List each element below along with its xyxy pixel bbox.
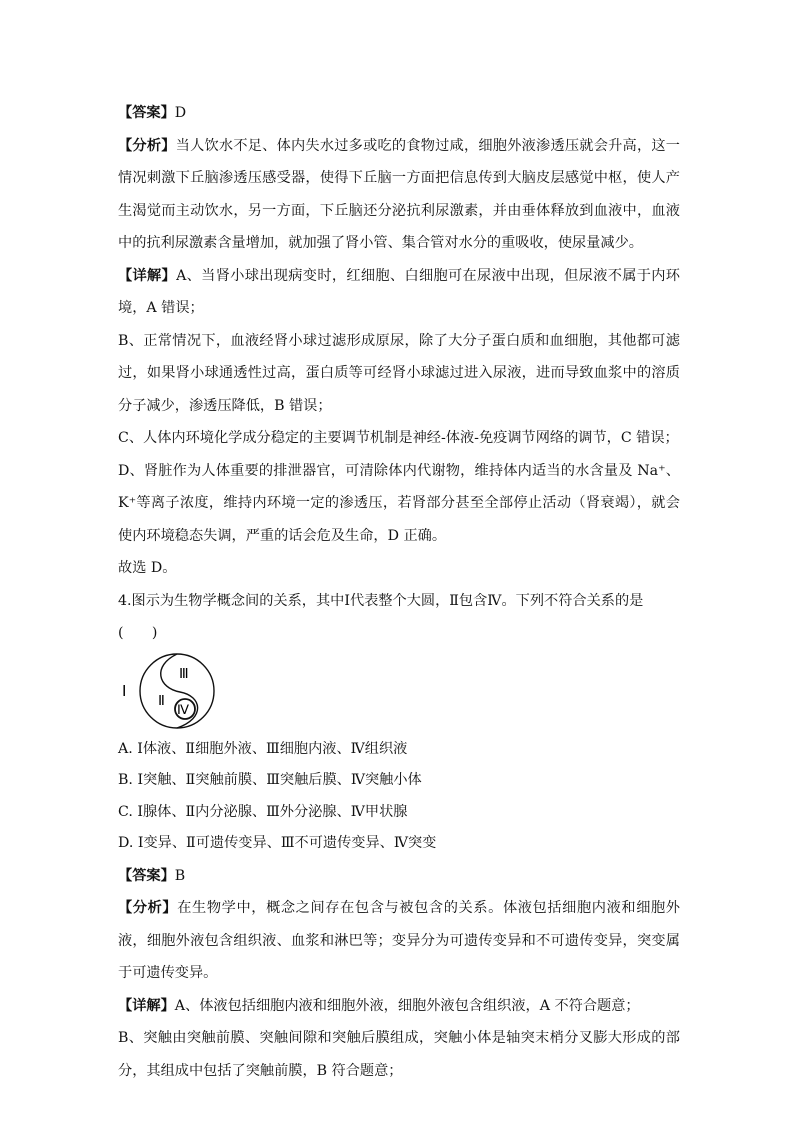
detail-text-a: A、当肾小球出现病变时，红细胞、白细胞可在尿液中出现，但尿液不属于内环境，A 错误； [118,267,680,316]
detail-tag-2: 【详解】 [118,997,175,1014]
analysis-text-2: 在生物学中，概念之间存在包含与被包含的关系。体液包括细胞内液和细胞外液，细胞外液包含组织液、血浆和淋巴等；变异分为可遗传变异和不可遗传变异，突变属于可遗传变异。 [118,900,680,981]
detail-tag: 【详解】 [118,267,177,284]
detail-paragraph-a [118,260,680,325]
label-ii: Ⅱ [158,693,165,709]
label-iv: Ⅳ [177,701,189,717]
answer-tag-2: 【答案】 [118,867,175,884]
answer-line-2 [118,860,680,893]
option-b: B. Ⅰ突触、Ⅱ突触前膜、Ⅲ突触后膜、Ⅳ突触小体 [118,772,422,788]
conclusion: 故选 D。 [118,560,177,576]
concept-diagram-svg [118,652,228,732]
analysis-paragraph-1 [118,130,680,260]
detail-paragraph-2b: B、突触由突触前膜、突触间隙和突触后膜组成，突触小体是轴突末梢分叉膨大形成的部分，其组成中包括了突触前膜，B 符合题意； [118,1030,680,1079]
answer-value-2: B [174,867,186,884]
answer-line-1 [118,97,680,130]
analysis-paragraph-2 [118,892,680,990]
option-d: D. Ⅰ变异、Ⅱ可遗传变异、Ⅲ不可遗传变异、Ⅳ突变 [118,835,437,851]
detail-paragraph-c: C、人体内环境化学成分稳定的主要调节机制是神经-体液-免疫调节网络的调节，C 错误； [118,430,679,446]
option-a: A. Ⅰ体液、Ⅱ细胞外液、Ⅲ细胞内液、Ⅳ组织液 [118,740,408,757]
label-iii: Ⅲ [179,666,189,682]
analysis-tag-2: 【分析】 [118,900,178,916]
detail-paragraph-2a [118,990,680,1023]
answer-tag: 【答案】 [118,105,175,121]
detail-paragraph-b: B、正常情况下，血液经肾小球过滤形成原尿，除了大分子蛋白质和血细胞，其他都可滤过，如果肾小球通透性过高，蛋白质等可经肾小球滤过进入尿液，进而导致血浆中的溶质分子减少，渗透压降低，B 错误； [118,332,680,414]
question-4-stem: 4.图示为生物学概念间的关系，其中Ⅰ代表整个大圆，Ⅱ包含Ⅳ。下列不符合关系的是( ) [118,592,644,641]
page-content [118,97,680,1087]
detail-text-2a: A、体液包括细胞内液和细胞外液，细胞外液包含组织液，A 不符合题意； [174,997,640,1014]
analysis-tag: 【分析】 [118,137,176,154]
concept-diagram [118,652,680,730]
analysis-text: 当人饮水不足、体内失水过多或吃的食物过咸，细胞外液渗透压就会升高，这一情况刺激下丘脑渗透压感受器，使得下丘脑一方面把信息传到大脑皮层感觉中枢，使人产生渴觉而主动饮水，另一方面，下丘脑还分泌抗利尿激素，并由垂体释放到血液中，血液中的抗利尿激素含量增加，就加强了肾小管、集合管对水分的重吸收，使尿量减少。 [118,137,680,251]
detail-paragraph-d: D、肾脏作为人体重要的排泄器官，可清除体内代谢物，维持体内适当的水含量及 Na⁺、K⁺等离子浓度，维持内环境一定的渗透压，若肾部分甚至全部停止活动（肾衰竭），就会使内环境稳态失调，严重的话会危及生命，D 正确。 [118,462,680,544]
label-i: Ⅰ [122,683,127,700]
option-c: C. Ⅰ腺体、Ⅱ内分泌腺、Ⅲ外分泌腺、Ⅳ甲状腺 [118,803,408,820]
answer-value: D [174,105,187,121]
